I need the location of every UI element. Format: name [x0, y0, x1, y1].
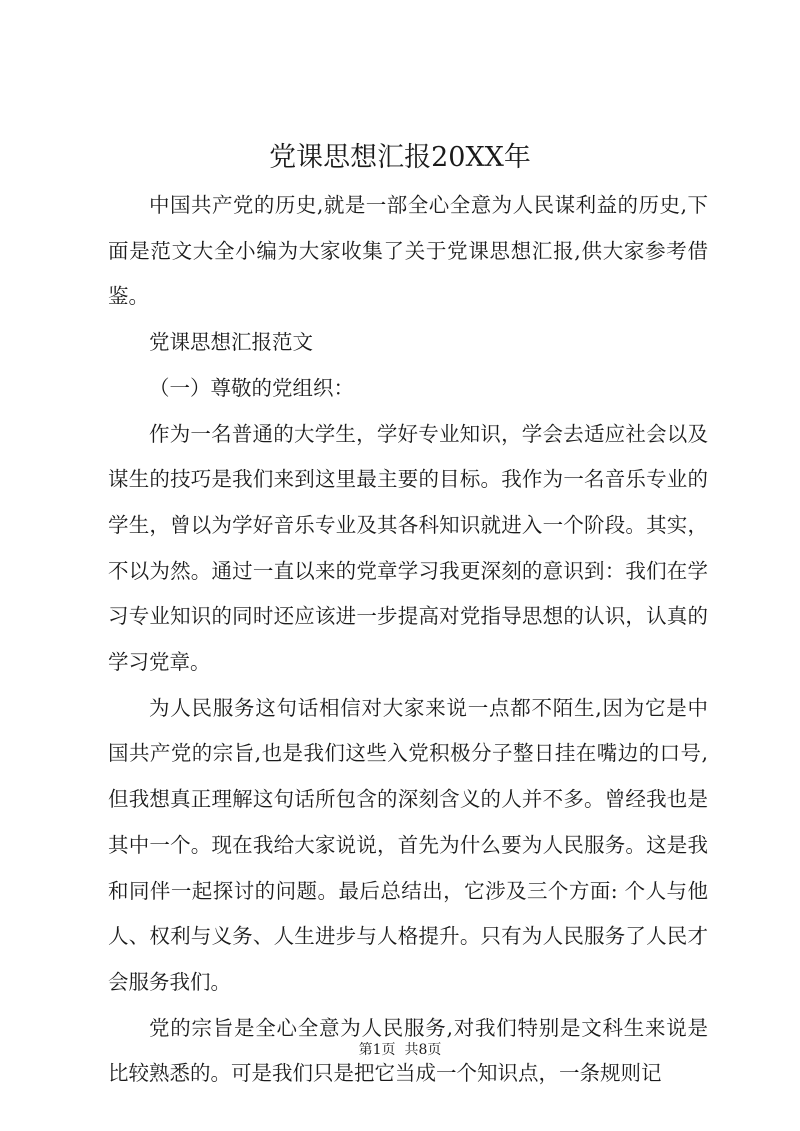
paragraph-salutation: （一）尊敬的党组织：: [149, 375, 354, 400]
paragraph-body-1: 作为一名普通的大学生，学好专业知识，学会去适应社会以及谋生的技巧是我们来到这里最主要的目标。我作为一名音乐专业的学生，曾以为学好音乐专业及其各科知识就进入一个阶段。其实，不以为然。通过一直以来的党章学习我更深刻的意识到：我们在学习专业知识的同时还应该进一步提高对党指导思想的认识，认真的学习党章。: [108, 421, 708, 675]
paragraph-section-heading: 党课思想汇报范文: [149, 330, 313, 355]
paragraph-intro: 中国共产党的历史,就是一部全心全意为人民谋利益的历史,下面是范文大全小编为大家收集了关于党课思想汇报,供大家参考借鉴。: [108, 193, 708, 309]
page-footer: [0, 1040, 800, 1060]
document-title: 党课思想汇报20XX年: [269, 142, 531, 173]
page-total: 共8页: [404, 1042, 442, 1058]
page-number: 第1页: [358, 1042, 396, 1058]
document-body: [108, 183, 708, 1097]
paragraph-body-3: 党的宗旨是全心全意为人民服务,对我们特别是文科生来说是比较熟悉的。可是我们只是把它当成一个知识点，一条规则记: [108, 1015, 708, 1086]
paragraph-body-2: 为人民服务这句话相信对大家来说一点都不陌生,因为它是中国共产党的宗旨,也是我们这些入党积极分子整日挂在嘴边的口号,但我想真正理解这句话所包含的深刻含义的人并不多。曾经我也是其中一个。现在我给大家说说，首先为什么要为人民服务。这是我和同伴一起探讨的问题。最后总结出，它涉及三个方面: 个人与他人、权利与义务、人生进步与人格提升。只有为人民服务了人民才会服务我们。: [108, 695, 708, 994]
